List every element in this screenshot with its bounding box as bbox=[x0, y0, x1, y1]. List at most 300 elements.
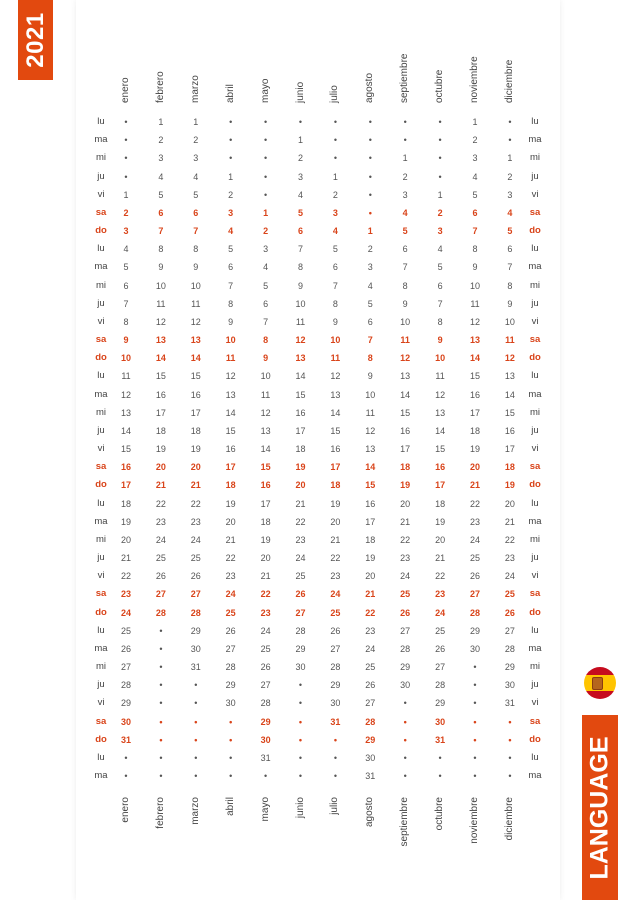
day-cell: 25 bbox=[260, 643, 271, 654]
weekday-label-left: ju bbox=[97, 424, 105, 436]
day-cell: 26 bbox=[469, 571, 480, 582]
weekday-label-left: mi bbox=[95, 152, 107, 164]
day-cell: 10 bbox=[504, 316, 515, 327]
weekday-label-left: ju bbox=[97, 297, 105, 309]
empty-day-cell: • bbox=[438, 171, 442, 182]
day-cell: 24 bbox=[365, 643, 376, 654]
day-cell: 21 bbox=[155, 480, 166, 491]
empty-day-cell: • bbox=[229, 153, 233, 164]
day-cell: 20 bbox=[330, 516, 341, 527]
day-cell: 14 bbox=[295, 371, 306, 382]
day-cell: 4 bbox=[297, 189, 303, 200]
day-cell: 23 bbox=[225, 571, 236, 582]
day-cell: 11 bbox=[156, 298, 166, 309]
month-header-bottom: septiembre bbox=[399, 797, 411, 847]
day-cell: 29 bbox=[190, 625, 201, 636]
day-cell: 25 bbox=[295, 571, 306, 582]
day-cell: 19 bbox=[400, 480, 411, 491]
month-header-bottom: febrero bbox=[154, 797, 166, 829]
day-cell: 7 bbox=[123, 298, 129, 309]
day-cell: 9 bbox=[437, 335, 443, 346]
day-cell: 14 bbox=[260, 444, 271, 455]
day-cell: 13 bbox=[400, 371, 411, 382]
day-cell: 16 bbox=[400, 425, 411, 436]
day-cell: 13 bbox=[260, 425, 271, 436]
empty-day-cell: • bbox=[473, 716, 477, 727]
weekday-label-right: lu bbox=[531, 497, 539, 509]
day-cell: 17 bbox=[190, 407, 201, 418]
day-cell: 13 bbox=[435, 407, 446, 418]
day-cell: 2 bbox=[263, 226, 269, 237]
weekday-label-right: do bbox=[529, 733, 541, 745]
empty-day-cell: • bbox=[159, 680, 163, 691]
day-cell: 16 bbox=[469, 389, 480, 400]
weekday-label-right: do bbox=[529, 225, 541, 237]
empty-day-cell: • bbox=[368, 117, 372, 127]
day-cell: 22 bbox=[190, 498, 201, 509]
day-cell: 24 bbox=[435, 607, 446, 618]
day-cell: 28 bbox=[365, 716, 376, 727]
day-cell: 20 bbox=[225, 516, 236, 527]
day-cell: 4 bbox=[158, 171, 164, 182]
day-cell: 18 bbox=[295, 444, 306, 455]
day-cell: 28 bbox=[120, 680, 131, 691]
empty-day-cell: • bbox=[194, 680, 198, 691]
day-cell: 8 bbox=[402, 280, 408, 291]
day-cell: 12 bbox=[225, 371, 236, 382]
day-cell: 28 bbox=[260, 698, 271, 709]
empty-day-cell: • bbox=[368, 153, 372, 164]
weekday-label-right: sa bbox=[529, 715, 541, 727]
weekday-label-right: do bbox=[529, 352, 541, 364]
day-cell: 5 bbox=[332, 244, 338, 255]
day-cell: 2 bbox=[437, 207, 443, 218]
day-cell: 17 bbox=[225, 462, 236, 473]
day-cell: 29 bbox=[260, 716, 271, 727]
empty-day-cell: • bbox=[368, 171, 372, 182]
day-cell: 20 bbox=[260, 553, 271, 564]
weekday-label-left: ma bbox=[94, 134, 108, 146]
day-cell: 6 bbox=[437, 280, 443, 291]
weekday-label-left: sa bbox=[95, 588, 107, 600]
empty-day-cell: • bbox=[333, 135, 337, 146]
day-cell: 24 bbox=[295, 553, 306, 564]
day-cell: 12 bbox=[365, 425, 376, 436]
day-cell: 26 bbox=[120, 643, 131, 654]
day-cell: 21 bbox=[295, 498, 306, 509]
day-cell: 3 bbox=[332, 207, 338, 218]
empty-day-cell: • bbox=[508, 771, 512, 782]
empty-day-cell: • bbox=[403, 771, 407, 782]
day-cell: 16 bbox=[295, 407, 306, 418]
day-cell: 12 bbox=[469, 316, 480, 327]
day-cell: 26 bbox=[400, 607, 411, 618]
day-cell: 12 bbox=[504, 353, 515, 364]
weekday-label-right: vi bbox=[531, 188, 539, 200]
day-cell: 7 bbox=[193, 226, 199, 237]
day-cell: 22 bbox=[120, 571, 131, 582]
day-cell: 28 bbox=[155, 607, 166, 618]
empty-day-cell: • bbox=[194, 716, 198, 727]
day-cell: 25 bbox=[190, 553, 201, 564]
month-header-top: julio bbox=[329, 85, 341, 103]
day-cell: 23 bbox=[330, 571, 341, 582]
day-cell: 18 bbox=[155, 425, 166, 436]
day-cell: 11 bbox=[505, 335, 515, 346]
day-cell: 21 bbox=[225, 534, 236, 545]
weekday-label-left: vi bbox=[97, 188, 105, 200]
empty-day-cell: • bbox=[473, 752, 477, 763]
day-cell: 11 bbox=[191, 298, 201, 309]
day-cell: 17 bbox=[365, 516, 376, 527]
day-cell: 26 bbox=[260, 662, 271, 673]
day-cell: 23 bbox=[365, 625, 376, 636]
day-cell: 26 bbox=[225, 625, 236, 636]
day-cell: 3 bbox=[263, 244, 269, 255]
empty-day-cell: • bbox=[264, 189, 268, 200]
weekday-label-left: ma bbox=[94, 388, 108, 400]
day-cell: 3 bbox=[297, 171, 303, 182]
empty-day-cell: • bbox=[403, 734, 407, 745]
day-cell: 13 bbox=[225, 389, 236, 400]
day-cell: 25 bbox=[504, 589, 515, 600]
day-cell: 30 bbox=[435, 716, 446, 727]
day-cell: 2 bbox=[193, 135, 199, 146]
day-cell: 8 bbox=[437, 316, 443, 327]
day-cell: 12 bbox=[190, 316, 201, 327]
day-cell: 19 bbox=[504, 480, 515, 491]
day-cell: 11 bbox=[365, 407, 375, 418]
weekday-label-right: ma bbox=[528, 134, 542, 146]
day-cell: 10 bbox=[120, 353, 131, 364]
day-cell: 4 bbox=[332, 226, 338, 237]
day-cell: 12 bbox=[295, 335, 306, 346]
weekday-label-right: mi bbox=[529, 661, 541, 673]
day-cell: 8 bbox=[228, 298, 234, 309]
day-cell: 9 bbox=[193, 262, 199, 273]
day-cell: 1 bbox=[193, 117, 199, 127]
day-cell: 26 bbox=[435, 643, 446, 654]
day-cell: 21 bbox=[365, 589, 376, 600]
empty-day-cell: • bbox=[264, 153, 268, 164]
day-cell: 24 bbox=[260, 625, 271, 636]
day-cell: 24 bbox=[225, 589, 236, 600]
day-cell: 2 bbox=[228, 189, 234, 200]
day-cell: 11 bbox=[260, 389, 271, 400]
weekday-label-right: ju bbox=[531, 424, 539, 436]
day-cell: 6 bbox=[367, 316, 373, 327]
day-cell: 5 bbox=[472, 189, 478, 200]
weekday-label-left: do bbox=[95, 352, 107, 364]
day-cell: 25 bbox=[330, 607, 341, 618]
day-cell: 22 bbox=[295, 516, 306, 527]
day-cell: 30 bbox=[260, 734, 271, 745]
empty-day-cell: • bbox=[159, 643, 163, 654]
day-cell: 21 bbox=[120, 553, 131, 564]
month-header-bottom: mayo bbox=[259, 797, 271, 822]
weekday-label-left: sa bbox=[95, 334, 107, 346]
day-cell: 8 bbox=[263, 335, 269, 346]
day-cell: 10 bbox=[330, 335, 341, 346]
day-cell: 10 bbox=[190, 280, 201, 291]
day-cell: 8 bbox=[193, 244, 199, 255]
day-cell: 10 bbox=[155, 280, 166, 291]
day-cell: 20 bbox=[155, 462, 166, 473]
coat-of-arms-icon bbox=[592, 677, 603, 690]
empty-day-cell: • bbox=[508, 117, 512, 127]
month-header-top: abril bbox=[224, 84, 236, 103]
day-cell: 26 bbox=[504, 607, 515, 618]
day-cell: 6 bbox=[507, 244, 513, 255]
empty-day-cell: • bbox=[438, 135, 442, 146]
empty-day-cell: • bbox=[403, 698, 407, 709]
day-cell: 15 bbox=[469, 371, 480, 382]
month-header-top: octubre bbox=[434, 69, 446, 103]
day-cell: 27 bbox=[330, 643, 341, 654]
day-cell: 3 bbox=[193, 153, 199, 164]
day-cell: 25 bbox=[469, 553, 480, 564]
day-cell: 6 bbox=[263, 298, 269, 309]
day-cell: 15 bbox=[435, 444, 446, 455]
empty-day-cell: • bbox=[403, 716, 407, 727]
empty-day-cell: • bbox=[298, 698, 303, 709]
weekday-label-left: mi bbox=[95, 279, 107, 291]
empty-day-cell: • bbox=[508, 716, 512, 727]
weekday-label-left: mi bbox=[95, 533, 107, 545]
day-cell: 21 bbox=[260, 571, 271, 582]
day-cell: 13 bbox=[469, 335, 480, 346]
day-cell: 13 bbox=[504, 371, 515, 382]
day-cell: 26 bbox=[295, 589, 306, 600]
day-cell: 17 bbox=[435, 480, 446, 491]
weekday-label-left: do bbox=[95, 479, 107, 491]
day-cell: 25 bbox=[435, 625, 446, 636]
day-cell: 31 bbox=[435, 734, 446, 745]
day-cell: 14 bbox=[365, 462, 376, 473]
weekday-label-right: mi bbox=[529, 533, 541, 545]
month-header-top: agosto bbox=[364, 72, 376, 103]
day-cell: 21 bbox=[469, 480, 480, 491]
empty-day-cell: • bbox=[438, 117, 442, 127]
day-cell: 17 bbox=[400, 444, 411, 455]
day-cell: 30 bbox=[295, 662, 306, 673]
day-cell: 27 bbox=[260, 680, 271, 691]
weekday-label-left: lu bbox=[97, 370, 105, 382]
day-cell: 9 bbox=[402, 298, 408, 309]
month-header-bottom: enero bbox=[120, 797, 131, 823]
day-cell: 30 bbox=[365, 752, 376, 763]
day-cell: 26 bbox=[190, 571, 201, 582]
day-cell: 14 bbox=[504, 389, 515, 400]
day-cell: 6 bbox=[158, 207, 164, 218]
weekday-label-left: do bbox=[95, 606, 107, 618]
weekday-label-right: ma bbox=[528, 388, 542, 400]
day-cell: 29 bbox=[435, 698, 446, 709]
day-cell: 22 bbox=[365, 607, 376, 618]
weekday-label-right: vi bbox=[531, 697, 539, 709]
day-cell: 20 bbox=[469, 462, 480, 473]
month-header-top: mayo bbox=[259, 78, 271, 103]
empty-day-cell: • bbox=[298, 117, 303, 127]
empty-day-cell: • bbox=[368, 189, 372, 200]
empty-day-cell: • bbox=[124, 752, 128, 763]
day-cell: 13 bbox=[365, 444, 376, 455]
year-tag bbox=[18, 0, 53, 80]
day-cell: 28 bbox=[469, 607, 480, 618]
month-header-bottom: marzo bbox=[189, 797, 201, 825]
empty-day-cell: • bbox=[264, 771, 268, 782]
day-cell: 15 bbox=[295, 389, 306, 400]
day-cell: 16 bbox=[365, 498, 376, 509]
day-cell: 11 bbox=[121, 371, 131, 382]
day-cell: 4 bbox=[402, 207, 408, 218]
weekday-label-left: vi bbox=[97, 570, 105, 582]
empty-day-cell: • bbox=[333, 734, 337, 745]
day-cell: 24 bbox=[400, 571, 411, 582]
day-cell: 31 bbox=[504, 698, 515, 709]
empty-day-cell: • bbox=[264, 135, 268, 146]
day-cell: 18 bbox=[400, 462, 411, 473]
day-cell: 24 bbox=[469, 534, 480, 545]
empty-day-cell: • bbox=[229, 716, 233, 727]
weekday-label-right: ma bbox=[528, 770, 542, 782]
empty-day-cell: • bbox=[194, 734, 198, 745]
day-cell: 6 bbox=[472, 207, 478, 218]
weekday-label-right: sa bbox=[529, 588, 541, 600]
day-cell: 7 bbox=[228, 280, 234, 291]
day-cell: 8 bbox=[507, 280, 513, 291]
day-cell: 18 bbox=[190, 425, 201, 436]
day-cell: 23 bbox=[260, 607, 271, 618]
weekday-label-right: ju bbox=[531, 170, 539, 182]
empty-day-cell: • bbox=[264, 171, 268, 182]
day-cell: 14 bbox=[120, 425, 131, 436]
day-cell: 7 bbox=[507, 262, 513, 273]
empty-day-cell: • bbox=[368, 207, 372, 218]
day-cell: 22 bbox=[330, 553, 341, 564]
empty-day-cell: • bbox=[124, 771, 128, 782]
day-cell: 30 bbox=[120, 716, 131, 727]
day-cell: 21 bbox=[435, 553, 446, 564]
day-cell: 6 bbox=[123, 280, 129, 291]
day-cell: 9 bbox=[123, 335, 129, 346]
weekday-label-left: vi bbox=[97, 443, 105, 455]
day-cell: 3 bbox=[123, 226, 129, 237]
day-cell: 18 bbox=[504, 462, 515, 473]
day-cell: 22 bbox=[504, 534, 515, 545]
day-cell: 5 bbox=[263, 280, 269, 291]
weekday-label-left: vi bbox=[97, 697, 105, 709]
empty-day-cell: • bbox=[124, 171, 128, 182]
empty-day-cell: • bbox=[159, 698, 163, 709]
day-cell: 28 bbox=[190, 607, 201, 618]
day-cell: 17 bbox=[469, 407, 480, 418]
day-cell: 13 bbox=[295, 353, 306, 364]
weekday-label-right: lu bbox=[531, 370, 539, 382]
day-cell: 6 bbox=[332, 262, 338, 273]
weekday-label-right: do bbox=[529, 606, 541, 618]
day-cell: 4 bbox=[367, 280, 373, 291]
day-cell: 20 bbox=[295, 480, 306, 491]
day-cell: 9 bbox=[507, 298, 513, 309]
day-cell: 16 bbox=[120, 462, 131, 473]
day-cell: 21 bbox=[190, 480, 201, 491]
empty-day-cell: • bbox=[264, 117, 268, 127]
day-cell: 4 bbox=[193, 171, 199, 182]
day-cell: 16 bbox=[155, 389, 166, 400]
day-cell: 17 bbox=[330, 462, 341, 473]
weekday-label-left: lu bbox=[97, 116, 105, 127]
day-cell: 3 bbox=[437, 226, 443, 237]
day-cell: 4 bbox=[123, 244, 129, 255]
day-cell: 3 bbox=[367, 262, 373, 273]
day-cell: 15 bbox=[120, 444, 131, 455]
day-cell: 4 bbox=[263, 262, 269, 273]
day-cell: 29 bbox=[225, 680, 236, 691]
day-cell: 19 bbox=[469, 444, 480, 455]
empty-day-cell: • bbox=[229, 117, 233, 127]
day-cell: 11 bbox=[225, 353, 236, 364]
day-cell: 19 bbox=[120, 516, 131, 527]
day-cell: 19 bbox=[260, 534, 271, 545]
day-cell: 25 bbox=[120, 625, 131, 636]
day-cell: 29 bbox=[504, 662, 515, 673]
empty-day-cell: • bbox=[368, 135, 372, 146]
weekday-label-left: sa bbox=[95, 461, 107, 473]
empty-day-cell: • bbox=[473, 698, 477, 709]
day-cell: 5 bbox=[367, 298, 373, 309]
empty-day-cell: • bbox=[473, 734, 477, 745]
day-cell: 14 bbox=[330, 407, 341, 418]
day-cell: 10 bbox=[469, 280, 480, 291]
day-cell: 9 bbox=[332, 316, 338, 327]
day-cell: 16 bbox=[190, 389, 201, 400]
month-header-bottom: junio bbox=[294, 797, 306, 819]
day-cell: 14 bbox=[469, 353, 480, 364]
empty-day-cell: • bbox=[229, 771, 233, 782]
empty-day-cell: • bbox=[159, 734, 163, 745]
weekday-label-left: do bbox=[95, 733, 107, 745]
day-cell: 25 bbox=[365, 662, 376, 673]
empty-day-cell: • bbox=[298, 734, 303, 745]
day-cell: 13 bbox=[330, 389, 341, 400]
day-cell: 2 bbox=[472, 135, 478, 146]
weekday-label-left: lu bbox=[97, 243, 105, 255]
day-cell: 9 bbox=[367, 371, 373, 382]
empty-day-cell: • bbox=[229, 752, 233, 763]
day-cell: 22 bbox=[469, 498, 480, 509]
day-cell: 8 bbox=[158, 244, 164, 255]
day-cell: 19 bbox=[435, 516, 446, 527]
weekday-label-right: sa bbox=[529, 206, 541, 218]
day-cell: 23 bbox=[400, 553, 411, 564]
month-header-top: diciembre bbox=[503, 59, 515, 103]
weekday-label-left: ma bbox=[94, 770, 108, 782]
day-cell: 27 bbox=[190, 589, 201, 600]
day-cell: 24 bbox=[330, 589, 341, 600]
day-cell: 17 bbox=[295, 425, 306, 436]
day-cell: 30 bbox=[469, 643, 480, 654]
day-cell: 30 bbox=[504, 680, 515, 691]
empty-day-cell: • bbox=[333, 752, 337, 763]
day-cell: 21 bbox=[504, 516, 515, 527]
empty-day-cell: • bbox=[159, 625, 163, 636]
day-cell: 27 bbox=[365, 698, 376, 709]
day-cell: 7 bbox=[437, 298, 443, 309]
day-cell: 30 bbox=[190, 643, 201, 654]
empty-day-cell: • bbox=[298, 680, 303, 691]
day-cell: 6 bbox=[228, 262, 234, 273]
